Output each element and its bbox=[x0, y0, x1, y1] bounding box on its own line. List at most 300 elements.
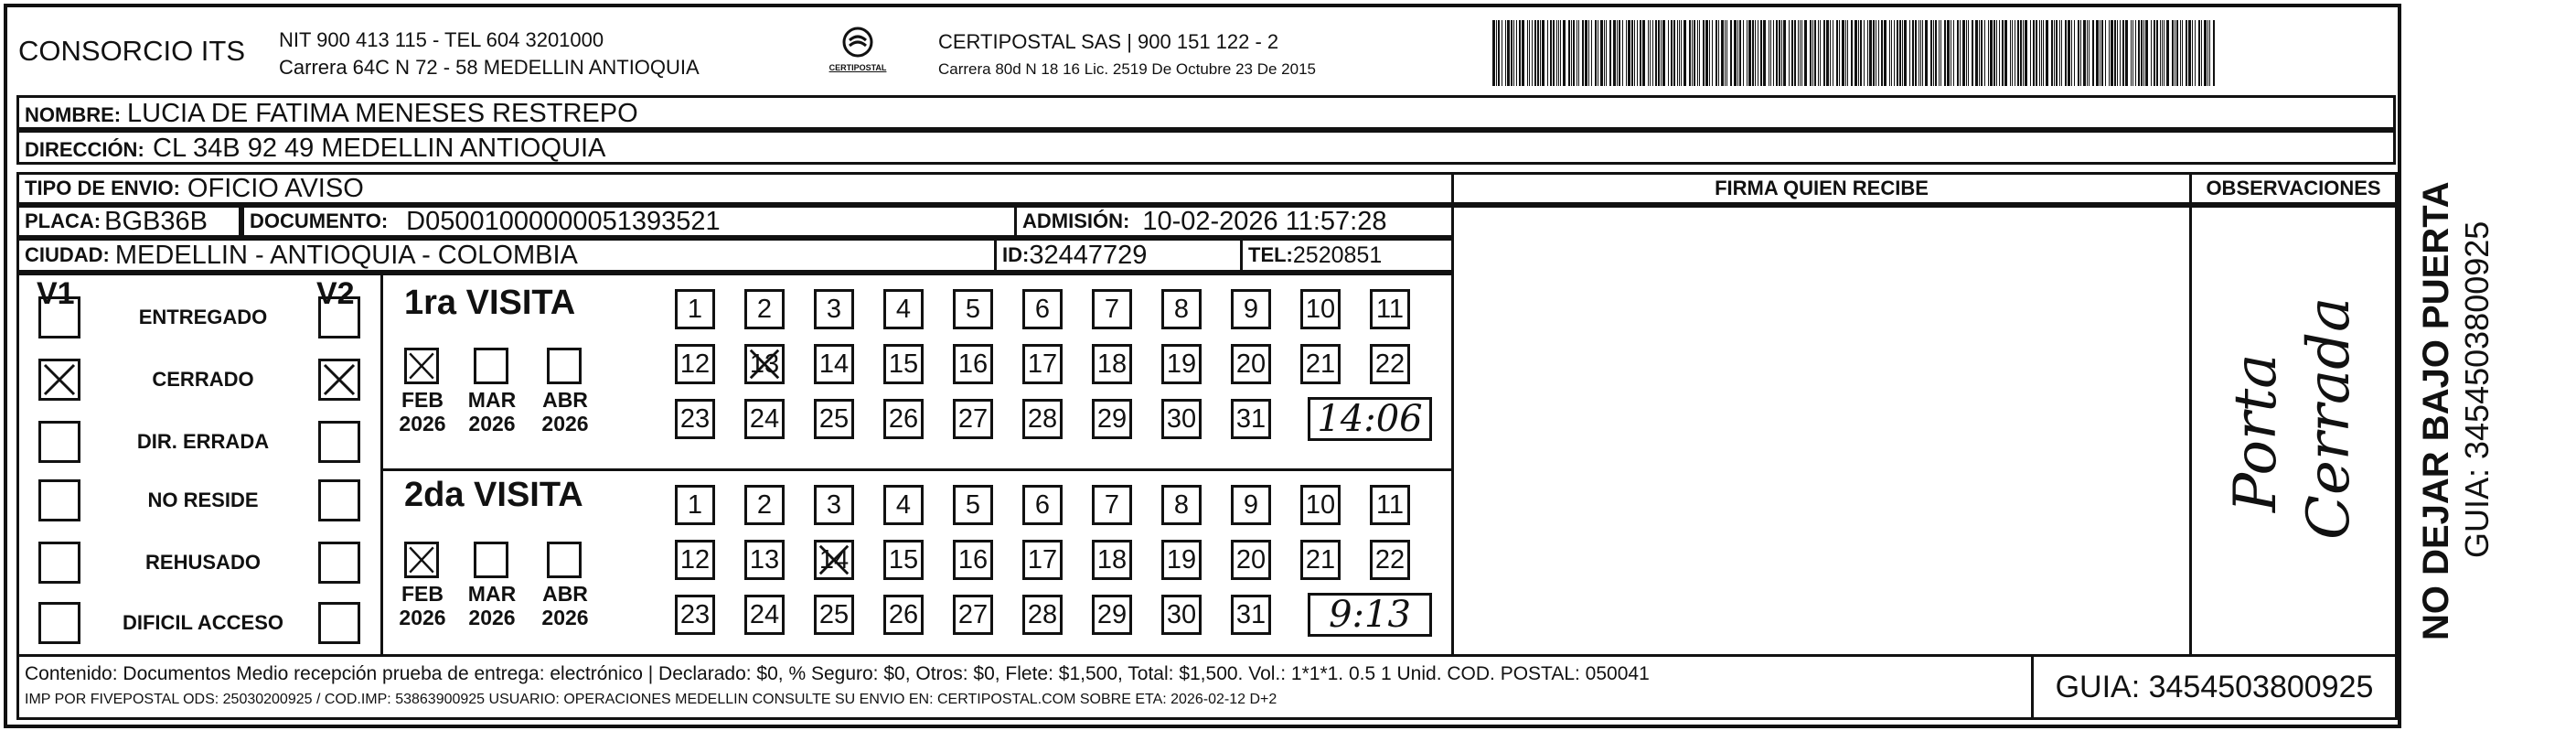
barcode-bar bbox=[1940, 20, 1941, 86]
barcode-bar bbox=[1527, 20, 1528, 86]
barcode-bar bbox=[1801, 20, 1802, 86]
barcode-bar bbox=[2151, 20, 2152, 86]
direccion-value: CL 34B 92 49 MEDELLIN ANTIOQUIA bbox=[153, 134, 606, 163]
visit-time-box[interactable]: 14:06 bbox=[1308, 397, 1432, 441]
barcode-bar bbox=[1739, 20, 1741, 86]
barcode-bar bbox=[1652, 20, 1653, 86]
barcode-bar bbox=[2092, 20, 2094, 86]
day-box[interactable]: 12 bbox=[675, 540, 715, 580]
barcode-bar bbox=[1511, 20, 1512, 86]
month-label: FEB bbox=[401, 388, 444, 412]
day-box[interactable]: 25 bbox=[814, 399, 854, 439]
v2-checkbox[interactable] bbox=[318, 421, 360, 463]
tel-label: TEL: bbox=[1248, 243, 1293, 266]
barcode-bar bbox=[1626, 20, 1627, 86]
barcode-bar bbox=[1542, 20, 1545, 86]
barcode-bar bbox=[1925, 20, 1928, 86]
barcode-bar bbox=[1839, 20, 1840, 86]
day-box[interactable]: 28 bbox=[1022, 595, 1063, 635]
barcode-bar bbox=[2105, 20, 2106, 86]
company-address: Carrera 64C N 72 - 58 MEDELLIN ANTIOQUIA bbox=[279, 56, 700, 79]
barcode-bar bbox=[1600, 20, 1603, 86]
day-box[interactable]: 30 bbox=[1161, 595, 1202, 635]
certipostal-logo-icon bbox=[839, 26, 876, 59]
barcode-bar bbox=[2192, 20, 2193, 86]
footer-line-2: IMP POR FIVEPOSTAL ODS: 25030200925 / COD.IMP: 53863900925 USUARIO: OPERACIONES MEDELLIN CONSULTE SU ENVIO EN: CERTIPOSTAL.COM SOBRE ETA: 2026-02-12 D+2 bbox=[25, 692, 1277, 707]
visits-divider bbox=[380, 468, 1454, 471]
barcode-bar bbox=[1920, 20, 1921, 86]
day-box[interactable]: 31 bbox=[1231, 595, 1271, 635]
barcode-bar bbox=[2089, 20, 2090, 86]
barcode-bar bbox=[1718, 20, 1719, 86]
company-nit: NIT 900 413 115 - TEL 604 3201000 bbox=[279, 28, 604, 51]
day-box[interactable]: 23 bbox=[675, 399, 715, 439]
barcode-bar bbox=[1540, 20, 1541, 86]
day-box[interactable]: 18 bbox=[1092, 344, 1132, 384]
barcode-bar bbox=[2043, 20, 2044, 86]
barcode-bar bbox=[2182, 20, 2183, 86]
footer-info bbox=[16, 654, 2034, 720]
barcode-bar bbox=[2059, 20, 2060, 86]
day-box[interactable]: 27 bbox=[953, 399, 993, 439]
month-caption bbox=[395, 388, 450, 435]
barcode-bar bbox=[1979, 20, 1980, 86]
barcode-bar bbox=[2117, 20, 2118, 86]
barcode-bar bbox=[2120, 20, 2121, 86]
barcode-bar bbox=[1823, 20, 1825, 86]
documento-value: D05001000000051393521 bbox=[406, 206, 721, 236]
barcode-bar bbox=[1516, 20, 1517, 86]
day-box[interactable]: 21 bbox=[1300, 344, 1341, 384]
day-box[interactable]: 22 bbox=[1370, 540, 1410, 580]
barcode-bar bbox=[1864, 20, 1865, 86]
day-box[interactable]: 31 bbox=[1231, 399, 1271, 439]
month-year: 2026 bbox=[468, 412, 516, 435]
barcode-bar bbox=[1972, 20, 1973, 86]
status-label: CERRADO bbox=[152, 368, 254, 391]
barcode-bar bbox=[1498, 20, 1500, 86]
tel-value: 2520851 bbox=[1292, 242, 1383, 268]
barcode-bar bbox=[1563, 20, 1566, 86]
barcode-bar bbox=[2141, 20, 2143, 86]
day-box[interactable]: 16 bbox=[953, 344, 993, 384]
day-box[interactable]: 12 bbox=[675, 344, 715, 384]
barcode-bar bbox=[2162, 20, 2163, 86]
day-box[interactable]: 19 bbox=[1161, 344, 1202, 384]
barcode-bar bbox=[2138, 20, 2140, 86]
day-box[interactable]: 5 bbox=[953, 485, 993, 525]
direccion-label: DIRECCIÓN: bbox=[25, 138, 144, 161]
day-box[interactable]: 23 bbox=[675, 595, 715, 635]
barcode-bar bbox=[1968, 20, 1969, 86]
barcode-bar bbox=[1851, 20, 1853, 86]
barcode-bar bbox=[1617, 20, 1618, 86]
observaciones-header bbox=[2189, 172, 2398, 205]
barcode-bar bbox=[1513, 20, 1514, 86]
barcode-bar bbox=[2036, 20, 2037, 86]
barcode-bar bbox=[1858, 20, 1859, 86]
barcode-bar bbox=[2195, 20, 2196, 86]
barcode-bar bbox=[1904, 20, 1907, 86]
barcode-bar bbox=[1899, 20, 1901, 86]
barcode-bar bbox=[1878, 20, 1879, 86]
day-box[interactable]: 17 bbox=[1022, 540, 1063, 580]
day-box[interactable]: 15 bbox=[883, 344, 924, 384]
placa-value: BGB36B bbox=[104, 206, 208, 236]
barcode-bar bbox=[1595, 20, 1597, 86]
month-year: 2026 bbox=[541, 606, 589, 629]
v1-checkbox[interactable] bbox=[38, 359, 80, 401]
documento-label: DOCUMENTO: bbox=[250, 209, 389, 232]
barcode-bar bbox=[1894, 20, 1895, 86]
barcode-bar bbox=[1881, 20, 1883, 86]
barcode-bar bbox=[1912, 20, 1914, 86]
barcode-bar bbox=[1622, 20, 1623, 86]
barcode-bar bbox=[2033, 20, 2035, 86]
barcode-bar bbox=[1902, 20, 1903, 86]
barcode-bar bbox=[2176, 20, 2178, 86]
firma-area bbox=[1451, 205, 2192, 657]
day-box[interactable]: 6 bbox=[1022, 289, 1063, 329]
day-box[interactable]: 7 bbox=[1092, 289, 1132, 329]
month-label: FEB bbox=[401, 582, 444, 606]
direccion-row bbox=[16, 130, 2396, 165]
barcode-bar bbox=[1990, 20, 1993, 86]
barcode-bar bbox=[1826, 20, 1829, 86]
barcode-bar bbox=[1748, 20, 1751, 86]
day-box[interactable]: 11 bbox=[1370, 485, 1410, 525]
id-label: ID: bbox=[1002, 243, 1030, 266]
day-box[interactable]: 5 bbox=[953, 289, 993, 329]
barcode-bar bbox=[2017, 20, 2019, 86]
status-label: REHUSADO bbox=[145, 551, 261, 574]
barcode-bar bbox=[1619, 20, 1620, 86]
day-box[interactable]: 10 bbox=[1300, 485, 1341, 525]
barcode-bar bbox=[2156, 20, 2158, 86]
barcode-bar bbox=[1677, 20, 1678, 86]
status-divider bbox=[380, 273, 383, 657]
observaciones-area bbox=[2189, 205, 2398, 657]
barcode-bar bbox=[1781, 20, 1782, 86]
tipo-value: OFICIO AVISO bbox=[187, 173, 364, 203]
barcode-bar bbox=[1962, 20, 1965, 86]
barcode-bar bbox=[1637, 20, 1638, 86]
barcode-bar bbox=[1694, 20, 1695, 86]
barcode-bar bbox=[2101, 20, 2103, 86]
firma-header bbox=[1451, 172, 2192, 205]
barcode-bar bbox=[2010, 20, 2011, 86]
day-box[interactable]: 29 bbox=[1092, 595, 1132, 635]
ciudad-value: MEDELLIN - ANTIOQUIA - COLOMBIA bbox=[114, 240, 578, 270]
day-box[interactable]: 1 bbox=[675, 485, 715, 525]
barcode-bar bbox=[1726, 20, 1727, 86]
barcode-bar bbox=[1507, 20, 1510, 86]
v1-checkbox[interactable] bbox=[38, 602, 80, 644]
barcode-bar bbox=[2083, 20, 2086, 86]
barcode-bar bbox=[1578, 20, 1579, 86]
barcode-bar bbox=[2180, 20, 2181, 86]
month-checkbox[interactable] bbox=[404, 348, 439, 384]
month-checkbox[interactable] bbox=[404, 542, 439, 578]
barcode-bar bbox=[1725, 20, 1726, 86]
v1-checkbox[interactable] bbox=[38, 479, 80, 521]
barcode-bar bbox=[2111, 20, 2113, 86]
footer-line-1: Contenido: Documentos Medio recepción prueba de entrega: electrónico | Declarado: $0, % Seguro: $0, Otros: $0, Flete: $1,500, Total: $1,500. Vol.: 1*1*1. 0.5 1 Unid. COD. POSTAL: 050041 bbox=[25, 663, 1650, 684]
documento-cell bbox=[241, 205, 1017, 238]
barcode-bar bbox=[1631, 20, 1633, 86]
v2-checkbox[interactable] bbox=[318, 296, 360, 338]
day-box[interactable]: 4 bbox=[883, 289, 924, 329]
footer-guia: GUIA: 3454503800925 bbox=[2031, 654, 2398, 720]
barcode-bar bbox=[1568, 20, 1570, 86]
v2-checkbox[interactable] bbox=[318, 602, 360, 644]
barcode-bar bbox=[2186, 20, 2187, 86]
barcode-bar bbox=[1604, 20, 1605, 86]
v1-checkbox[interactable] bbox=[38, 421, 80, 463]
barcode-bar bbox=[1492, 20, 1495, 86]
month-year: 2026 bbox=[468, 606, 516, 629]
month-caption bbox=[465, 582, 519, 629]
logo-text: CERTIPOSTAL bbox=[828, 63, 887, 72]
nombre-row bbox=[16, 95, 2396, 130]
barcode-bar bbox=[2135, 20, 2136, 86]
barcode-bar bbox=[1981, 20, 1983, 86]
month-year: 2026 bbox=[399, 412, 446, 435]
barcode-bar bbox=[2087, 20, 2088, 86]
barcode-bar bbox=[2109, 20, 2110, 86]
carrier-name: CERTIPOSTAL SAS | 900 151 122 - 2 bbox=[938, 30, 1279, 53]
barcode-bar bbox=[2051, 20, 2053, 86]
day-box[interactable]: 30 bbox=[1161, 399, 1202, 439]
barcode-bar bbox=[1944, 20, 1946, 86]
barcode-bar bbox=[1655, 20, 1657, 86]
barcode-bar bbox=[1628, 20, 1630, 86]
day-box[interactable]: 3 bbox=[814, 485, 854, 525]
barcode-bar bbox=[1609, 20, 1611, 86]
month-label: ABR bbox=[542, 388, 588, 412]
barcode-bar bbox=[1845, 20, 1846, 86]
day-box[interactable]: 9 bbox=[1231, 289, 1271, 329]
barcode-bar bbox=[1830, 20, 1831, 86]
barcode-bar bbox=[1712, 20, 1713, 86]
admision-cell bbox=[1014, 205, 1454, 238]
month-checkbox[interactable] bbox=[474, 542, 508, 578]
barcode-bar bbox=[2204, 20, 2207, 86]
day-box[interactable]: 19 bbox=[1161, 540, 1202, 580]
day-box[interactable]: 16 bbox=[953, 540, 993, 580]
admision-label: ADMISIÓN: bbox=[1022, 209, 1130, 232]
barcode-bar bbox=[1975, 20, 1978, 86]
barcode-bar bbox=[2025, 20, 2027, 86]
day-box[interactable]: 8 bbox=[1161, 485, 1202, 525]
month-label: MAR bbox=[467, 388, 517, 412]
barcode-bar bbox=[2012, 20, 2013, 86]
barcode-bar bbox=[1550, 20, 1552, 86]
month-checkbox[interactable] bbox=[474, 348, 508, 384]
day-box[interactable]: 13 bbox=[744, 540, 785, 580]
barcode-bar bbox=[2160, 20, 2161, 86]
barcode-bar bbox=[2071, 20, 2072, 86]
barcode-bar bbox=[2198, 20, 2200, 86]
day-box[interactable]: 18 bbox=[1092, 540, 1132, 580]
id-value: 32447729 bbox=[1029, 240, 1148, 270]
barcode-bar bbox=[1737, 20, 1738, 86]
day-box[interactable]: 29 bbox=[1092, 399, 1132, 439]
barcode-bar bbox=[2074, 20, 2075, 86]
ciudad-label: CIUDAD: bbox=[25, 243, 110, 266]
barcode-bar bbox=[2172, 20, 2174, 86]
barcode-bar bbox=[1519, 20, 1521, 86]
barcode-bar bbox=[1930, 20, 1932, 86]
barcode-bar bbox=[1996, 20, 1997, 86]
day-box[interactable]: 27 bbox=[953, 595, 993, 635]
day-box[interactable]: 1 bbox=[675, 289, 715, 329]
visit-time-box[interactable]: 9:13 bbox=[1308, 593, 1432, 637]
day-box[interactable]: 26 bbox=[883, 595, 924, 635]
barcode-bar bbox=[1606, 20, 1607, 86]
day-box[interactable]: 17 bbox=[1022, 344, 1063, 384]
status-label: DIR. ERRADA bbox=[136, 430, 270, 453]
barcode-bar bbox=[1547, 20, 1548, 86]
month-caption bbox=[538, 388, 593, 435]
barcode-bar bbox=[2209, 20, 2210, 86]
day-box[interactable] bbox=[744, 344, 785, 384]
barcode-bar bbox=[1496, 20, 1497, 86]
v1-checkbox[interactable] bbox=[38, 296, 80, 338]
status-label: ENTREGADO bbox=[138, 306, 268, 328]
observaciones-header-text: OBSERVACIONES bbox=[2206, 177, 2381, 199]
day-box[interactable]: 11 bbox=[1370, 289, 1410, 329]
id-cell bbox=[994, 238, 1243, 273]
barcode-bar bbox=[1582, 20, 1584, 86]
day-box[interactable]: 22 bbox=[1370, 344, 1410, 384]
barcode-bar bbox=[1534, 20, 1536, 86]
barcode-bar bbox=[1591, 20, 1592, 86]
barcode-bar bbox=[1933, 20, 1934, 86]
barcode-bar bbox=[1855, 20, 1857, 86]
barcode-bar bbox=[2080, 20, 2081, 86]
month-checkbox[interactable] bbox=[547, 348, 582, 384]
barcode-bar bbox=[1658, 20, 1660, 86]
barcode-bar bbox=[1960, 20, 1961, 86]
barcode-bar bbox=[1683, 20, 1686, 86]
month-year: 2026 bbox=[541, 412, 589, 435]
month-checkbox[interactable] bbox=[547, 542, 582, 578]
barcode-bar bbox=[1993, 20, 1995, 86]
placa-cell bbox=[16, 205, 241, 238]
barcode-bar bbox=[2020, 20, 2022, 86]
day-box[interactable]: 15 bbox=[883, 540, 924, 580]
day-box[interactable]: 21 bbox=[1300, 540, 1341, 580]
status-label: DIFICIL ACCESO bbox=[122, 611, 283, 634]
day-box[interactable]: 2 bbox=[744, 485, 785, 525]
barcode-bar bbox=[1532, 20, 1533, 86]
barcode-bar bbox=[1558, 20, 1559, 86]
day-box[interactable]: 24 bbox=[744, 399, 785, 439]
barcode-bar bbox=[1779, 20, 1780, 86]
barcode-bar bbox=[1820, 20, 1821, 86]
barcode-bar bbox=[1847, 20, 1848, 86]
barcode-bar bbox=[2065, 20, 2067, 86]
barcode-bar bbox=[1760, 20, 1762, 86]
barcode-bar bbox=[1804, 20, 1807, 86]
nombre-label: NOMBRE: bbox=[25, 103, 122, 126]
day-box[interactable]: 9 bbox=[1231, 485, 1271, 525]
barcode-bar bbox=[1650, 20, 1651, 86]
day-box[interactable]: 2 bbox=[744, 289, 785, 329]
barcode-bar bbox=[2039, 20, 2040, 86]
barcode-bar bbox=[1705, 20, 1708, 86]
barcode-bar bbox=[1867, 20, 1868, 86]
day-box[interactable]: 10 bbox=[1300, 289, 1341, 329]
day-box[interactable]: 14 bbox=[814, 344, 854, 384]
day-box[interactable]: 7 bbox=[1092, 485, 1132, 525]
barcode-bar bbox=[1891, 20, 1892, 86]
v2-checkbox[interactable] bbox=[318, 542, 360, 584]
v2-checkbox[interactable] bbox=[318, 479, 360, 521]
day-box[interactable]: 4 bbox=[883, 485, 924, 525]
barcode-bar bbox=[1734, 20, 1737, 86]
day-box[interactable]: 20 bbox=[1231, 540, 1271, 580]
day-box[interactable]: 28 bbox=[1022, 399, 1063, 439]
tipo-envio-cell bbox=[16, 172, 1454, 205]
day-box[interactable]: 8 bbox=[1161, 289, 1202, 329]
barcode-bar bbox=[1529, 20, 1530, 86]
barcode-bar bbox=[1716, 20, 1717, 86]
barcode-bar bbox=[1947, 20, 1950, 86]
v1-checkbox[interactable] bbox=[38, 542, 80, 584]
barcode-bar bbox=[1789, 20, 1790, 86]
day-box[interactable]: 6 bbox=[1022, 485, 1063, 525]
day-box[interactable]: 3 bbox=[814, 289, 854, 329]
barcode-bar bbox=[1699, 20, 1700, 86]
barcode-bar bbox=[2004, 20, 2007, 86]
day-box[interactable]: 25 bbox=[814, 595, 854, 635]
barcode-bar bbox=[1743, 20, 1744, 86]
barcode-bar bbox=[2056, 20, 2058, 86]
barcode-bar bbox=[2213, 20, 2215, 86]
barcode-bar bbox=[1721, 20, 1724, 86]
barcode-bar bbox=[2078, 20, 2079, 86]
barcode-bar bbox=[1812, 20, 1813, 86]
barcode-bar bbox=[1842, 20, 1844, 86]
barcode-bar bbox=[2132, 20, 2133, 86]
barcode-bar bbox=[1573, 20, 1575, 86]
barcode-bar bbox=[2068, 20, 2070, 86]
barcode-bar bbox=[1755, 20, 1756, 86]
barcode-bar bbox=[1957, 20, 1959, 86]
barcode-bar bbox=[1935, 20, 1937, 86]
barcode-bar bbox=[1571, 20, 1572, 86]
barcode-bar bbox=[2023, 20, 2024, 86]
month-caption bbox=[465, 388, 519, 435]
barcode-bar bbox=[1505, 20, 1506, 86]
barcode-bar bbox=[2054, 20, 2055, 86]
placa-label: PLACA: bbox=[25, 209, 102, 232]
barcode-bar bbox=[1966, 20, 1967, 86]
day-box[interactable]: 24 bbox=[744, 595, 785, 635]
day-box[interactable] bbox=[814, 540, 854, 580]
barcode-bar bbox=[1747, 20, 1748, 86]
barcode-bar bbox=[1860, 20, 1862, 86]
barcode-bar bbox=[2154, 20, 2155, 86]
barcode-bar bbox=[2002, 20, 2004, 86]
barcode-bar bbox=[1798, 20, 1799, 86]
v2-checkbox[interactable] bbox=[318, 359, 360, 401]
day-box[interactable]: 26 bbox=[883, 399, 924, 439]
barcode-bar bbox=[1810, 20, 1812, 86]
day-box[interactable]: 20 bbox=[1231, 344, 1271, 384]
